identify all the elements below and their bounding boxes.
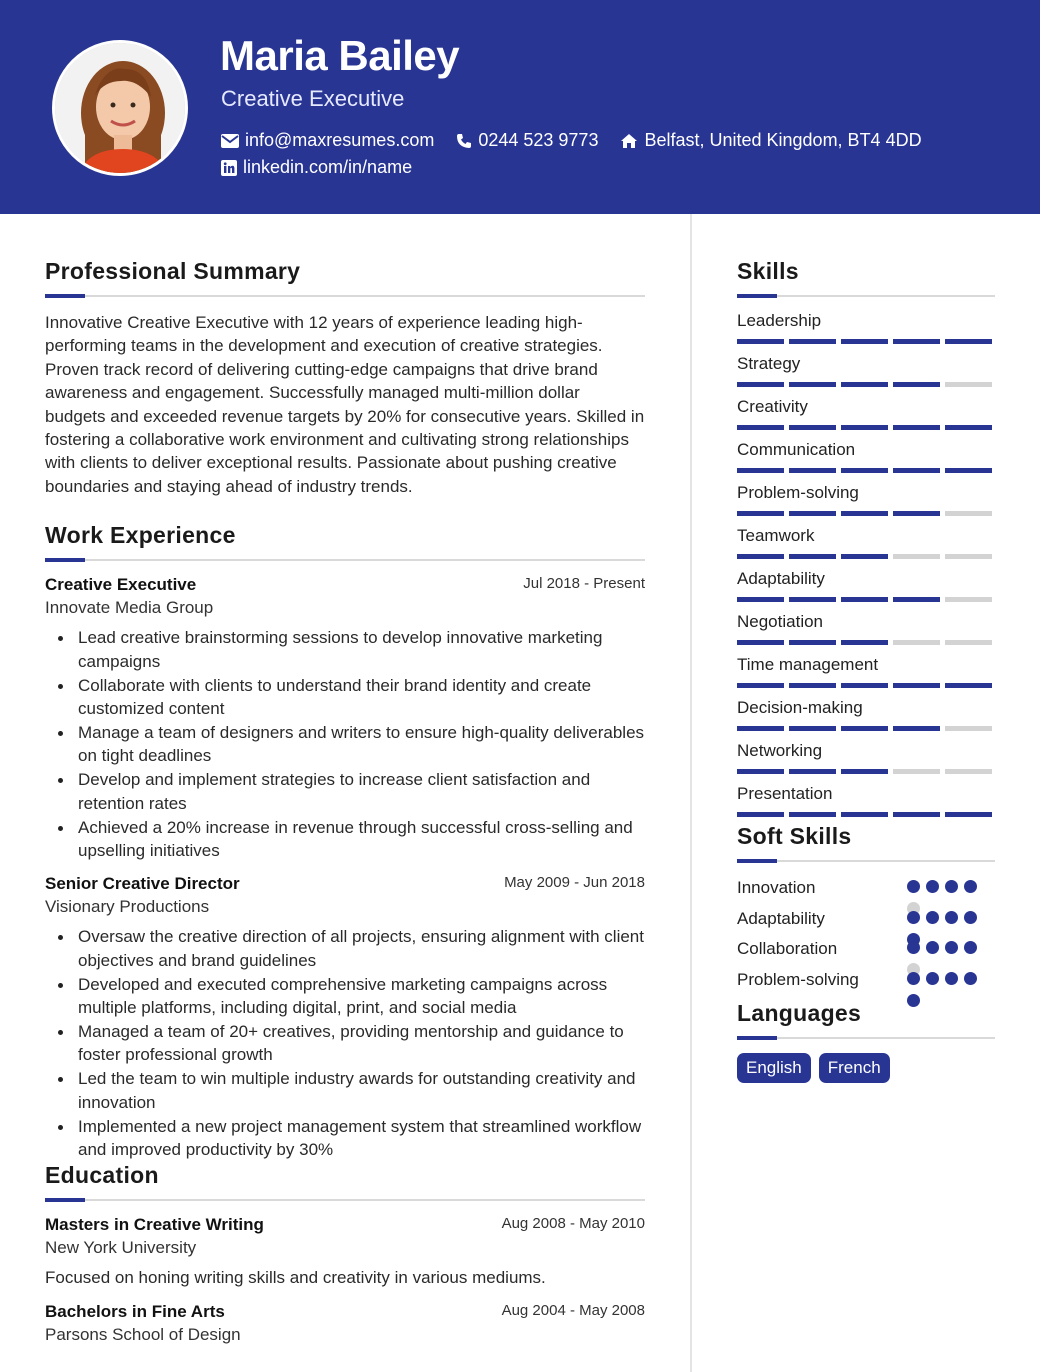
skill-item <box>737 569 995 602</box>
bullet-item: Collaborate with clients to understand their brand identity and create customized content <box>45 674 645 721</box>
email-contact[interactable] <box>221 130 434 151</box>
skill-item <box>737 655 995 688</box>
skill-level-segment <box>841 382 888 387</box>
phone-text: 0244 523 9773 <box>478 130 599 150</box>
soft-skill-dot <box>926 941 939 954</box>
linkedin-contact[interactable] <box>221 157 412 178</box>
section-rule <box>737 295 995 297</box>
job-entry <box>45 874 645 1161</box>
skill-level-segment <box>841 812 888 817</box>
skill-name: Networking <box>737 741 823 760</box>
skill-level-segment <box>789 511 836 516</box>
soft-skill-dots <box>907 970 987 1010</box>
languages-heading: Languages <box>737 1000 862 1026</box>
skill-level-bars <box>737 812 995 817</box>
soft-skills-list <box>737 878 995 1000</box>
degree-title: Bachelors in Fine Arts <box>45 1301 225 1321</box>
summary-text: Innovative Creative Executive with 12 years of experience leading high-performing teams in the development and execution of creative strategies. Proven track record of delivering cutting-edge campaigns that drive brand awareness and engagement. Successfully managed multi-million dollar budgets and exceeded revenue targets by 20% for consecutive years. Skilled in fostering a collaborative work environment and cultivating strong relationships with clients to deliver exceptional results. Passionate about pushing creative boundaries and staying ahead of industry trends. <box>45 313 645 496</box>
bullet-item: Managed a team of 20+ creatives, providing mentorship and guidance to foster professional growth <box>45 1020 645 1067</box>
skill-level-segment <box>945 597 992 602</box>
skill-level-segment <box>841 769 888 774</box>
skill-item <box>737 483 995 516</box>
soft-skill-item <box>737 878 995 909</box>
summary-heading: Professional Summary <box>45 258 301 284</box>
envelope-icon <box>221 134 239 148</box>
skill-name: Problem-solving <box>737 483 859 502</box>
skill-level-segment <box>737 339 784 344</box>
education-dates: Aug 2008 - May 2010 <box>501 1214 645 1232</box>
skills-list <box>737 311 995 817</box>
skill-level-segment <box>841 597 888 602</box>
skill-level-segment <box>789 769 836 774</box>
profile-photo <box>52 40 188 176</box>
soft-skill-dot <box>964 880 977 893</box>
skill-level-segment <box>841 425 888 430</box>
bullet-item: Oversaw the creative direction of all projects, ensuring alignment with client objectives and brand guidelines <box>45 925 645 972</box>
home-icon <box>620 133 638 149</box>
soft-skill-dot <box>945 880 958 893</box>
skill-level-segment <box>737 382 784 387</box>
skill-level-bars <box>737 726 995 731</box>
skill-level-segment <box>789 382 836 387</box>
skill-level-segment <box>893 683 940 688</box>
skill-level-bars <box>737 683 995 688</box>
skill-level-segment <box>789 468 836 473</box>
linkedin-icon <box>221 160 237 176</box>
job-entry <box>45 575 645 862</box>
soft-skill-dot <box>926 880 939 893</box>
job-company: Innovate Media Group <box>45 598 214 618</box>
skill-level-segment <box>737 425 784 430</box>
location-contact <box>620 130 921 151</box>
skill-level-segment <box>893 640 940 645</box>
skill-level-segment <box>737 812 784 817</box>
phone-contact[interactable] <box>456 130 598 151</box>
experience-heading: Work Experience <box>45 522 236 549</box>
soft-skill-dot <box>907 972 920 985</box>
skill-level-bars <box>737 640 995 645</box>
skill-level-segment <box>841 554 888 559</box>
skill-name: Negotiation <box>737 612 824 631</box>
bullet-item: Implemented a new project management system that streamlined workflow and improved productivity by 30% <box>45 1115 645 1162</box>
job-dates: May 2009 - Jun 2018 <box>504 874 645 892</box>
skill-item <box>737 741 995 774</box>
soft-skill-dot <box>945 941 958 954</box>
skill-level-segment <box>789 640 836 645</box>
skill-level-segment <box>737 468 784 473</box>
languages-section <box>737 1000 995 1083</box>
education-heading: Education <box>45 1161 159 1188</box>
soft-skill-dot <box>907 941 920 954</box>
soft-skill-dot <box>907 994 920 1007</box>
skill-level-segment <box>893 511 940 516</box>
skill-item <box>737 311 995 344</box>
skill-level-segment <box>945 812 992 817</box>
skill-level-segment <box>945 683 992 688</box>
skill-level-segment <box>945 640 992 645</box>
job-bullets <box>45 925 645 1161</box>
skill-item <box>737 698 995 731</box>
skill-name: Time management <box>737 655 879 674</box>
skill-level-segment <box>945 554 992 559</box>
education-entry <box>45 1302 645 1345</box>
soft-skill-dot <box>926 911 939 924</box>
skill-level-segment <box>737 726 784 731</box>
education-description: Focused on honing writing skills and creativity in various mediums. <box>45 1267 546 1287</box>
skill-level-segment <box>789 726 836 731</box>
skill-name: Decision-making <box>737 698 863 717</box>
bullet-item: Achieved a 20% increase in revenue through successful cross-selling and upselling initiatives <box>45 816 645 863</box>
skill-level-segment <box>841 339 888 344</box>
skill-level-segment <box>789 554 836 559</box>
bullet-item: Manage a team of designers and writers to ensure high-quality deliverables on tight deadlines <box>45 721 645 768</box>
soft-skill-name: Adaptability <box>737 908 825 928</box>
main-column <box>45 258 645 1345</box>
skill-level-segment <box>841 640 888 645</box>
skill-level-bars <box>737 339 995 344</box>
skill-item <box>737 612 995 645</box>
skill-level-bars <box>737 425 995 430</box>
skills-heading: Skills <box>737 258 799 284</box>
skill-name: Creativity <box>737 397 808 416</box>
education-entry <box>45 1215 645 1288</box>
soft-skill-dot <box>964 972 977 985</box>
skill-name: Communication <box>737 440 856 459</box>
job-bullets <box>45 626 645 862</box>
language-badge: French <box>819 1053 890 1083</box>
phone-icon <box>456 133 472 149</box>
skill-level-segment <box>893 425 940 430</box>
skill-level-segment <box>945 339 992 344</box>
resume-header <box>0 0 1040 214</box>
experience-section <box>45 522 645 1161</box>
sidebar-column <box>737 258 995 1083</box>
job-title: Senior Creative Director <box>45 874 240 894</box>
skill-level-segment <box>945 468 992 473</box>
skill-level-segment <box>737 769 784 774</box>
skill-level-segment <box>893 812 940 817</box>
skill-level-bars <box>737 769 995 774</box>
skill-level-segment <box>841 683 888 688</box>
school-name: New York University <box>45 1237 197 1257</box>
bullet-item: Led the team to win multiple industry awards for outstanding creativity and innovation <box>45 1067 645 1114</box>
skill-level-segment <box>737 511 784 516</box>
skill-level-segment <box>945 511 992 516</box>
bullet-item: Lead creative brainstorming sessions to develop innovative marketing campaigns <box>45 626 645 673</box>
section-rule <box>45 559 645 561</box>
skill-level-segment <box>789 683 836 688</box>
skill-level-segment <box>737 683 784 688</box>
column-divider <box>690 214 692 1372</box>
skill-item <box>737 784 995 817</box>
skill-level-segment <box>945 769 992 774</box>
skill-level-bars <box>737 597 995 602</box>
skill-level-bars <box>737 468 995 473</box>
skill-level-segment <box>893 769 940 774</box>
job-title: Creative Executive <box>45 575 197 595</box>
location-text: Belfast, United Kingdom, BT4 4DD <box>644 130 922 150</box>
skill-level-segment <box>945 425 992 430</box>
school-name: Parsons School of Design <box>45 1324 241 1344</box>
soft-skill-dot <box>907 880 920 893</box>
soft-skill-dot <box>964 911 977 924</box>
skill-level-segment <box>789 812 836 817</box>
section-rule <box>45 295 645 297</box>
skill-level-bars <box>737 554 995 559</box>
skill-level-segment <box>893 339 940 344</box>
soft-skills-section <box>737 823 995 1000</box>
degree-title: Masters in Creative Writing <box>45 1214 264 1234</box>
skill-name: Teamwork <box>737 526 815 545</box>
bullet-item: Developed and executed comprehensive marketing campaigns across multiple platforms, including digital, print, and social media <box>45 973 645 1020</box>
email-text: info@maxresumes.com <box>245 130 435 150</box>
skill-level-segment <box>789 339 836 344</box>
soft-skill-name: Collaboration <box>737 939 838 958</box>
skill-level-segment <box>893 554 940 559</box>
skill-level-segment <box>893 382 940 387</box>
soft-skill-dot <box>945 972 958 985</box>
skill-level-segment <box>841 726 888 731</box>
skill-item <box>737 440 995 473</box>
skills-section <box>737 258 995 817</box>
section-rule <box>45 1199 645 1201</box>
skill-level-segment <box>737 597 784 602</box>
skill-item <box>737 397 995 430</box>
job-dates: Jul 2018 - Present <box>523 575 645 593</box>
skill-level-segment <box>893 726 940 731</box>
job-company: Visionary Productions <box>45 897 210 917</box>
soft-skill-name: Problem-solving <box>737 969 859 989</box>
skill-level-segment <box>789 597 836 602</box>
candidate-title: Creative Executive <box>221 86 405 111</box>
bullet-item: Develop and implement strategies to increase client satisfaction and retention rates <box>45 768 645 815</box>
soft-skill-name: Innovation <box>737 878 816 897</box>
skill-level-segment <box>789 425 836 430</box>
language-badge: English <box>737 1053 811 1083</box>
linkedin-text: linkedin.com/in/name <box>243 157 413 177</box>
soft-skill-item <box>737 939 995 970</box>
education-section <box>45 1162 645 1345</box>
contact-row <box>221 130 944 151</box>
skill-name: Adaptability <box>737 569 825 588</box>
skill-level-segment <box>945 382 992 387</box>
soft-skill-item <box>737 970 995 1001</box>
skill-level-segment <box>841 511 888 516</box>
skill-level-bars <box>737 511 995 516</box>
summary-section <box>45 258 645 498</box>
skill-level-segment <box>737 640 784 645</box>
skill-item <box>737 526 995 559</box>
section-rule <box>737 860 995 862</box>
skill-level-bars <box>737 382 995 387</box>
soft-skill-dot <box>907 911 920 924</box>
skill-level-segment <box>893 468 940 473</box>
skill-level-segment <box>841 468 888 473</box>
skill-item <box>737 354 995 387</box>
candidate-name: Maria Bailey <box>220 32 460 79</box>
skill-level-segment <box>893 597 940 602</box>
soft-skills-heading: Soft Skills <box>737 823 852 849</box>
skill-level-segment <box>945 726 992 731</box>
section-rule <box>737 1037 995 1039</box>
soft-skill-dot <box>964 941 977 954</box>
soft-skill-item <box>737 909 995 940</box>
soft-skill-dot <box>945 911 958 924</box>
education-dates: Aug 2004 - May 2008 <box>501 1301 645 1319</box>
skill-level-segment <box>737 554 784 559</box>
skill-name: Leadership <box>737 311 822 330</box>
linkedin-row <box>221 157 434 178</box>
skill-name: Presentation <box>737 784 833 803</box>
languages-list <box>737 1053 995 1083</box>
soft-skill-dot <box>926 972 939 985</box>
skill-name: Strategy <box>737 354 801 373</box>
